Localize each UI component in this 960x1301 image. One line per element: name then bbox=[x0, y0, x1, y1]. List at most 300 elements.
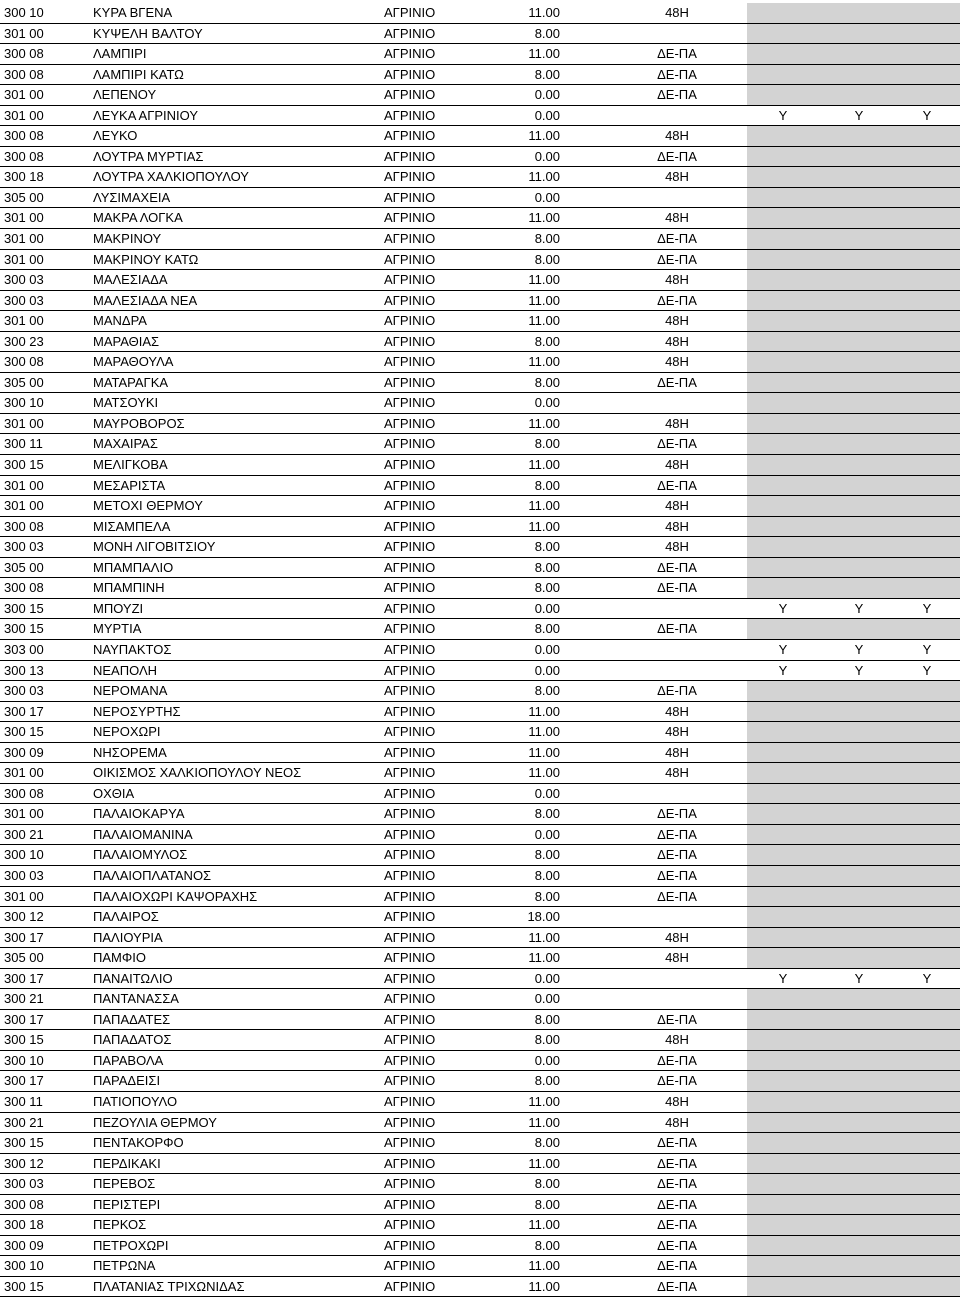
postal-code-cell: 300 03 bbox=[4, 1176, 44, 1192]
table-row bbox=[0, 167, 960, 188]
service-mode-cell: 48Η bbox=[665, 724, 689, 740]
table-row bbox=[0, 578, 960, 599]
shaded-flag-cells bbox=[747, 1154, 960, 1174]
postal-code-cell: 300 21 bbox=[4, 991, 44, 1007]
service-mode-cell: 48Η bbox=[665, 539, 689, 555]
settlement-name-cell: ΠΑΝΑΙΤΩΛΙΟ bbox=[93, 970, 173, 986]
municipality-cell: ΑΓΡΙΝΙΟ bbox=[384, 477, 436, 493]
settlement-name-cell: ΠΑΛΑΙΟΜΑΝΙΝΑ bbox=[93, 826, 193, 842]
settlement-name-cell: ΠΛΑΤΑΝΙΑΣ ΤΡΙΧΩΝΙΔΑΣ bbox=[93, 1278, 245, 1294]
table-row bbox=[0, 270, 960, 291]
service-mode-cell: ΔΕ-ΠΑ bbox=[657, 867, 697, 883]
municipality-cell: ΑΓΡΙΝΙΟ bbox=[384, 765, 436, 781]
shaded-flag-cells bbox=[747, 537, 960, 557]
municipality-cell: ΑΓΡΙΝΙΟ bbox=[384, 498, 436, 514]
postal-code-cell: 300 17 bbox=[4, 1011, 44, 1027]
table-row bbox=[0, 1113, 960, 1134]
municipality-cell: ΑΓΡΙΝΙΟ bbox=[384, 641, 436, 657]
table-row bbox=[0, 1256, 960, 1277]
rate-cell: 11.00 bbox=[528, 1114, 560, 1130]
flag-cell: Υ bbox=[922, 970, 932, 986]
shaded-flag-cells bbox=[747, 722, 960, 742]
municipality-cell: ΑΓΡΙΝΙΟ bbox=[384, 251, 436, 267]
postal-code-cell: 300 03 bbox=[4, 867, 44, 883]
table-row bbox=[0, 558, 960, 579]
service-mode-cell: ΔΕ-ΠΑ bbox=[657, 1073, 697, 1089]
settlement-name-cell: ΠΕΤΡΟΧΩΡΙ bbox=[93, 1237, 169, 1253]
rate-cell: 0.00 bbox=[534, 600, 560, 616]
shaded-flag-cells bbox=[747, 1236, 960, 1256]
service-mode-cell: ΔΕ-ΠΑ bbox=[657, 1196, 697, 1212]
settlement-name-cell: ΠΑΠΑΔΑΤΟΣ bbox=[93, 1032, 172, 1048]
service-mode-cell: ΔΕ-ΠΑ bbox=[657, 46, 697, 62]
settlement-name-cell: ΜΥΡΤΙΑ bbox=[93, 621, 142, 637]
rate-cell: 8.00 bbox=[534, 374, 560, 390]
postal-code-cell: 300 15 bbox=[4, 724, 44, 740]
table-row bbox=[0, 1030, 960, 1051]
settlement-name-cell: ΜΑΡΑΘΙΑΣ bbox=[93, 333, 160, 349]
shaded-flag-cells bbox=[747, 24, 960, 44]
municipality-cell: ΑΓΡΙΝΙΟ bbox=[384, 888, 436, 904]
rate-cell: 8.00 bbox=[534, 231, 560, 247]
flag-cell: Υ bbox=[922, 662, 932, 678]
shaded-flag-cells bbox=[747, 743, 960, 763]
postal-code-cell: 300 10 bbox=[4, 5, 44, 20]
shaded-flag-cells bbox=[747, 763, 960, 783]
municipality-cell: ΑΓΡΙΝΙΟ bbox=[384, 128, 436, 144]
municipality-cell: ΑΓΡΙΝΙΟ bbox=[384, 1011, 436, 1027]
table-row bbox=[0, 1277, 960, 1298]
table-row bbox=[0, 763, 960, 784]
settlement-name-cell: ΠΕΝΤΑΚΟΡΦΟ bbox=[93, 1135, 184, 1151]
rate-cell: 0.00 bbox=[534, 107, 560, 123]
settlement-name-cell: ΛΕΥΚΑ ΑΓΡΙΝΙΟΥ bbox=[93, 107, 199, 123]
table-row bbox=[0, 784, 960, 805]
table-row bbox=[0, 332, 960, 353]
settlement-name-cell: ΜΑΛΕΣΙΑΔΑ ΝΕΑ bbox=[93, 292, 198, 308]
table-row bbox=[0, 393, 960, 414]
service-mode-cell: ΔΕ-ΠΑ bbox=[657, 621, 697, 637]
service-mode-cell: ΔΕ-ΠΑ bbox=[657, 1217, 697, 1233]
shaded-flag-cells bbox=[747, 804, 960, 824]
municipality-cell: ΑΓΡΙΝΙΟ bbox=[384, 374, 436, 390]
municipality-cell: ΑΓΡΙΝΙΟ bbox=[384, 744, 436, 760]
rate-cell: 0.00 bbox=[534, 970, 560, 986]
postal-code-cell: 300 08 bbox=[4, 1196, 44, 1212]
municipality-cell: ΑΓΡΙΝΙΟ bbox=[384, 785, 436, 801]
settlement-name-cell: ΛΑΜΠΙΡΙ bbox=[93, 46, 147, 62]
postal-code-cell: 300 03 bbox=[4, 272, 44, 288]
rate-cell: 11.00 bbox=[528, 765, 560, 781]
settlement-name-cell: ΜΕΤΟΧΙ ΘΕΡΜΟΥ bbox=[93, 498, 203, 514]
settlement-name-cell: ΠΑΝΤΑΝΑΣΣΑ bbox=[93, 991, 179, 1007]
table-row bbox=[0, 702, 960, 723]
table-row bbox=[0, 681, 960, 702]
shaded-flag-cells bbox=[747, 619, 960, 639]
settlement-name-cell: ΜΑΧΑΙΡΑΣ bbox=[93, 436, 158, 452]
table-row bbox=[0, 1092, 960, 1113]
rate-cell: 8.00 bbox=[534, 559, 560, 575]
postal-code-cell: 301 00 bbox=[4, 251, 44, 267]
postal-code-cell: 300 08 bbox=[4, 148, 44, 164]
municipality-cell: ΑΓΡΙΝΙΟ bbox=[384, 436, 436, 452]
service-mode-cell: 48Η bbox=[665, 354, 689, 370]
rate-cell: 11.00 bbox=[528, 703, 560, 719]
postal-code-cell: 300 15 bbox=[4, 600, 44, 616]
postal-code-cell: 301 00 bbox=[4, 313, 44, 329]
municipality-cell: ΑΓΡΙΝΙΟ bbox=[384, 5, 436, 20]
municipality-cell: ΑΓΡΙΝΙΟ bbox=[384, 415, 436, 431]
shaded-flag-cells bbox=[747, 167, 960, 187]
settlement-name-cell: ΝΕΑΠΟΛΗ bbox=[93, 662, 158, 678]
municipality-cell: ΑΓΡΙΝΙΟ bbox=[384, 703, 436, 719]
service-mode-cell: ΔΕ-ΠΑ bbox=[657, 1052, 697, 1068]
table-row bbox=[0, 1051, 960, 1072]
postal-code-cell: 301 00 bbox=[4, 210, 44, 226]
municipality-cell: ΑΓΡΙΝΙΟ bbox=[384, 539, 436, 555]
rate-cell: 8.00 bbox=[534, 1237, 560, 1253]
service-mode-cell: 48Η bbox=[665, 415, 689, 431]
postal-code-cell: 301 00 bbox=[4, 231, 44, 247]
service-mode-cell: ΔΕ-ΠΑ bbox=[657, 477, 697, 493]
table-row bbox=[0, 65, 960, 86]
settlement-name-cell: ΠΑΛΑΙΟΧΩΡΙ ΚΑΨΟΡΑΧΗΣ bbox=[93, 888, 258, 904]
postal-code-cell: 301 00 bbox=[4, 25, 44, 41]
shaded-flag-cells bbox=[747, 1010, 960, 1030]
flag-cell: Υ bbox=[778, 641, 788, 657]
rate-cell: 8.00 bbox=[534, 867, 560, 883]
postal-code-cell: 301 00 bbox=[4, 87, 44, 103]
postal-code-cell: 300 21 bbox=[4, 826, 44, 842]
settlement-name-cell: ΜΑΚΡΑ ΛΟΓΚΑ bbox=[93, 210, 183, 226]
settlement-name-cell: ΛΥΣΙΜΑΧΕΙΑ bbox=[93, 189, 171, 205]
table-row bbox=[0, 1071, 960, 1092]
postal-code-cell: 300 17 bbox=[4, 703, 44, 719]
rate-cell: 11.00 bbox=[528, 744, 560, 760]
municipality-cell: ΑΓΡΙΝΙΟ bbox=[384, 518, 436, 534]
service-mode-cell: 48Η bbox=[665, 744, 689, 760]
municipality-cell: ΑΓΡΙΝΙΟ bbox=[384, 950, 436, 966]
table-row bbox=[0, 1215, 960, 1236]
table-row bbox=[0, 722, 960, 743]
shaded-flag-cells bbox=[747, 311, 960, 331]
shaded-flag-cells bbox=[747, 517, 960, 537]
municipality-cell: ΑΓΡΙΝΙΟ bbox=[384, 1237, 436, 1253]
rate-cell: 0.00 bbox=[534, 1052, 560, 1068]
postal-code-cell: 300 08 bbox=[4, 128, 44, 144]
service-mode-cell: 48Η bbox=[665, 498, 689, 514]
table-row bbox=[0, 434, 960, 455]
shaded-flag-cells bbox=[747, 455, 960, 475]
settlement-name-cell: ΚΥΨΕΛΗ ΒΑΛΤΟΥ bbox=[93, 25, 203, 41]
municipality-cell: ΑΓΡΙΝΙΟ bbox=[384, 231, 436, 247]
municipality-cell: ΑΓΡΙΝΙΟ bbox=[384, 395, 436, 411]
settlement-name-cell: ΛΟΥΤΡΑ ΜΥΡΤΙΑΣ bbox=[93, 148, 204, 164]
municipality-cell: ΑΓΡΙΝΙΟ bbox=[384, 272, 436, 288]
postal-code-cell: 300 03 bbox=[4, 292, 44, 308]
municipality-cell: ΑΓΡΙΝΙΟ bbox=[384, 1073, 436, 1089]
rate-cell: 0.00 bbox=[534, 785, 560, 801]
postal-code-cell: 301 00 bbox=[4, 888, 44, 904]
settlement-name-cell: ΠΕΖΟΥΛΙΑ ΘΕΡΜΟΥ bbox=[93, 1114, 217, 1130]
shaded-flag-cells bbox=[747, 1092, 960, 1112]
municipality-cell: ΑΓΡΙΝΙΟ bbox=[384, 210, 436, 226]
service-mode-cell: 48Η bbox=[665, 1114, 689, 1130]
rate-cell: 8.00 bbox=[534, 806, 560, 822]
shaded-flag-cells bbox=[747, 825, 960, 845]
table-row bbox=[0, 948, 960, 969]
rate-cell: 11.00 bbox=[528, 292, 560, 308]
shaded-flag-cells bbox=[747, 1277, 960, 1297]
rate-cell: 0.00 bbox=[534, 189, 560, 205]
service-mode-cell: 48Η bbox=[665, 313, 689, 329]
service-mode-cell: ΔΕ-ΠΑ bbox=[657, 1011, 697, 1027]
settlement-name-cell: ΛΟΥΤΡΑ ΧΑΛΚΙΟΠΟΥΛΟΥ bbox=[93, 169, 249, 185]
service-mode-cell: 48Η bbox=[665, 457, 689, 473]
rate-cell: 11.00 bbox=[528, 457, 560, 473]
service-mode-cell: ΔΕ-ΠΑ bbox=[657, 580, 697, 596]
rate-cell: 11.00 bbox=[528, 950, 560, 966]
table-row bbox=[0, 311, 960, 332]
settlement-name-cell: ΟΧΘΙΑ bbox=[93, 785, 135, 801]
shaded-flag-cells bbox=[747, 393, 960, 413]
postal-code-cell: 300 08 bbox=[4, 354, 44, 370]
service-mode-cell: 48Η bbox=[665, 929, 689, 945]
rate-cell: 11.00 bbox=[528, 1093, 560, 1109]
municipality-cell: ΑΓΡΙΝΙΟ bbox=[384, 929, 436, 945]
shaded-flag-cells bbox=[747, 866, 960, 886]
flag-cell: Υ bbox=[922, 641, 932, 657]
shaded-flag-cells bbox=[747, 85, 960, 105]
table-row bbox=[0, 537, 960, 558]
service-mode-cell: ΔΕ-ΠΑ bbox=[657, 806, 697, 822]
shaded-flag-cells bbox=[747, 907, 960, 927]
settlement-name-cell: ΠΑΤΙΟΠΟΥΛΟ bbox=[93, 1093, 178, 1109]
service-mode-cell: ΔΕ-ΠΑ bbox=[657, 87, 697, 103]
settlement-name-cell: ΜΟΝΗ ΛΙΓΟΒΙΤΣΙΟΥ bbox=[93, 539, 216, 555]
postal-code-cell: 300 23 bbox=[4, 333, 44, 349]
shaded-flag-cells bbox=[747, 1113, 960, 1133]
shaded-flag-cells bbox=[747, 126, 960, 146]
rate-cell: 0.00 bbox=[534, 148, 560, 164]
postal-code-cell: 300 17 bbox=[4, 970, 44, 986]
table-row bbox=[0, 208, 960, 229]
postal-code-cell: 301 00 bbox=[4, 415, 44, 431]
rate-cell: 11.00 bbox=[528, 354, 560, 370]
shaded-flag-cells bbox=[747, 1174, 960, 1194]
shaded-flag-cells bbox=[747, 188, 960, 208]
rate-cell: 11.00 bbox=[528, 1155, 560, 1171]
service-mode-cell: ΔΕ-ΠΑ bbox=[657, 1237, 697, 1253]
postal-code-cell: 300 08 bbox=[4, 580, 44, 596]
table-row bbox=[0, 1174, 960, 1195]
table-row bbox=[0, 44, 960, 65]
rate-cell: 18.00 bbox=[527, 909, 560, 925]
shaded-flag-cells bbox=[747, 948, 960, 968]
rate-cell: 11.00 bbox=[528, 5, 560, 20]
rate-cell: 8.00 bbox=[534, 1011, 560, 1027]
table-row bbox=[0, 24, 960, 45]
service-mode-cell: ΔΕ-ΠΑ bbox=[657, 1176, 697, 1192]
settlement-name-cell: ΜΑΤΑΡΑΓΚΑ bbox=[93, 374, 169, 390]
postal-code-cell: 300 08 bbox=[4, 66, 44, 82]
service-mode-cell: ΔΕ-ΠΑ bbox=[657, 1278, 697, 1294]
table-row bbox=[0, 517, 960, 538]
municipality-cell: ΑΓΡΙΝΙΟ bbox=[384, 1278, 436, 1294]
shaded-flag-cells bbox=[747, 1030, 960, 1050]
shaded-flag-cells bbox=[747, 496, 960, 516]
rate-cell: 11.00 bbox=[528, 1258, 560, 1274]
service-mode-cell: ΔΕ-ΠΑ bbox=[657, 559, 697, 575]
rate-cell: 0.00 bbox=[534, 641, 560, 657]
table-row bbox=[0, 845, 960, 866]
service-mode-cell: ΔΕ-ΠΑ bbox=[657, 1155, 697, 1171]
table-row bbox=[0, 969, 960, 990]
table-row bbox=[0, 3, 960, 24]
shaded-flag-cells bbox=[747, 352, 960, 372]
table-row bbox=[0, 229, 960, 250]
municipality-cell: ΑΓΡΙΝΙΟ bbox=[384, 970, 436, 986]
rate-cell: 8.00 bbox=[534, 1196, 560, 1212]
municipality-cell: ΑΓΡΙΝΙΟ bbox=[384, 1093, 436, 1109]
settlement-name-cell: ΠΕΡΚΟΣ bbox=[93, 1217, 147, 1233]
settlement-name-cell: ΠΑΛΙΟΥΡΙΑ bbox=[93, 929, 163, 945]
service-mode-cell: 48Η bbox=[665, 210, 689, 226]
table-row bbox=[0, 373, 960, 394]
postal-code-cell: 300 11 bbox=[4, 1093, 43, 1109]
table-row bbox=[0, 1154, 960, 1175]
service-mode-cell: ΔΕ-ΠΑ bbox=[657, 826, 697, 842]
postal-code-cell: 300 18 bbox=[4, 169, 44, 185]
rate-cell: 11.00 bbox=[528, 415, 560, 431]
shaded-flag-cells bbox=[747, 250, 960, 270]
rate-cell: 8.00 bbox=[534, 333, 560, 349]
flag-cell: Υ bbox=[854, 641, 864, 657]
service-mode-cell: 48Η bbox=[665, 518, 689, 534]
rate-cell: 11.00 bbox=[528, 46, 560, 62]
settlement-name-cell: ΝΕΡΟΧΩΡΙ bbox=[93, 724, 161, 740]
service-mode-cell: 48Η bbox=[665, 703, 689, 719]
settlement-name-cell: ΜΑΚΡΙΝΟΥ ΚΑΤΩ bbox=[93, 251, 199, 267]
municipality-cell: ΑΓΡΙΝΙΟ bbox=[384, 1217, 436, 1233]
municipality-cell: ΑΓΡΙΝΙΟ bbox=[384, 354, 436, 370]
shaded-flag-cells bbox=[747, 558, 960, 578]
postal-code-cell: 300 12 bbox=[4, 909, 44, 925]
table-row bbox=[0, 907, 960, 928]
flag-cell: Υ bbox=[778, 970, 788, 986]
postal-code-cell: 300 10 bbox=[4, 1052, 44, 1068]
flag-cell: Υ bbox=[778, 107, 788, 123]
postal-code-cell: 300 15 bbox=[4, 457, 44, 473]
service-mode-cell: 48Η bbox=[665, 5, 689, 20]
table-row bbox=[0, 85, 960, 106]
rate-cell: 8.00 bbox=[534, 888, 560, 904]
rate-cell: 11.00 bbox=[528, 1217, 560, 1233]
settlement-name-cell: ΠΑΡΑΒΟΛΑ bbox=[93, 1052, 164, 1068]
flag-cell: Υ bbox=[922, 600, 932, 616]
shaded-flag-cells bbox=[747, 147, 960, 167]
municipality-cell: ΑΓΡΙΝΙΟ bbox=[384, 826, 436, 842]
shaded-flag-cells bbox=[747, 1133, 960, 1153]
service-mode-cell: ΔΕ-ΠΑ bbox=[657, 66, 697, 82]
municipality-cell: ΑΓΡΙΝΙΟ bbox=[384, 1196, 436, 1212]
shaded-flag-cells bbox=[747, 65, 960, 85]
municipality-cell: ΑΓΡΙΝΙΟ bbox=[384, 66, 436, 82]
municipality-cell: ΑΓΡΙΝΙΟ bbox=[384, 292, 436, 308]
rate-cell: 11.00 bbox=[528, 498, 560, 514]
table-row bbox=[0, 866, 960, 887]
rate-cell: 8.00 bbox=[534, 1135, 560, 1151]
flag-cell: Υ bbox=[778, 662, 788, 678]
postal-code-cell: 300 13 bbox=[4, 662, 44, 678]
settlement-name-cell: ΜΠΑΜΠΑΛΙΟ bbox=[93, 559, 174, 575]
shaded-flag-cells bbox=[747, 1256, 960, 1276]
shaded-flag-cells bbox=[747, 373, 960, 393]
settlement-name-cell: ΠΑΛΑΙΟΠΛΑΤΑΝΟΣ bbox=[93, 867, 212, 883]
postal-code-cell: 300 10 bbox=[4, 847, 44, 863]
municipality-cell: ΑΓΡΙΝΙΟ bbox=[384, 457, 436, 473]
rate-cell: 0.00 bbox=[534, 395, 560, 411]
postal-code-cell: 305 00 bbox=[4, 374, 44, 390]
service-mode-cell: ΔΕ-ΠΑ bbox=[657, 847, 697, 863]
postal-code-cell: 300 12 bbox=[4, 1155, 44, 1171]
settlement-name-cell: ΠΑΛΑΙΡΟΣ bbox=[93, 909, 159, 925]
municipality-cell: ΑΓΡΙΝΙΟ bbox=[384, 189, 436, 205]
postal-code-cell: 300 10 bbox=[4, 1258, 44, 1274]
settlement-name-cell: ΟΙΚΙΣΜΟΣ ΧΑΛΚΙΟΠΟΥΛΟΥ ΝΕΟΣ bbox=[93, 765, 302, 781]
shaded-flag-cells bbox=[747, 681, 960, 701]
postal-code-cell: 300 08 bbox=[4, 785, 44, 801]
shaded-flag-cells bbox=[747, 578, 960, 598]
rate-cell: 11.00 bbox=[528, 313, 560, 329]
service-mode-cell: ΔΕ-ΠΑ bbox=[657, 292, 697, 308]
rate-cell: 8.00 bbox=[534, 847, 560, 863]
postal-code-cell: 300 15 bbox=[4, 1278, 44, 1294]
municipality-cell: ΑΓΡΙΝΙΟ bbox=[384, 1258, 436, 1274]
settlement-name-cell: ΜΕΛΙΓΚΟΒΑ bbox=[93, 457, 168, 473]
postal-code-cell: 300 08 bbox=[4, 518, 44, 534]
rate-cell: 0.00 bbox=[534, 662, 560, 678]
shaded-flag-cells bbox=[747, 845, 960, 865]
postal-code-cell: 301 00 bbox=[4, 806, 44, 822]
service-mode-cell: ΔΕ-ΠΑ bbox=[657, 1258, 697, 1274]
settlement-name-cell: ΜΠΑΜΠΙΝΗ bbox=[93, 580, 165, 596]
shaded-flag-cells bbox=[747, 208, 960, 228]
table-row bbox=[0, 291, 960, 312]
table-row bbox=[0, 887, 960, 908]
settlement-name-cell: ΝΕΡΟΜΑΝΑ bbox=[93, 683, 168, 699]
settlement-name-cell: ΛΕΥΚΟ bbox=[93, 128, 138, 144]
service-mode-cell: ΔΕ-ΠΑ bbox=[657, 374, 697, 390]
municipality-cell: ΑΓΡΙΝΙΟ bbox=[384, 909, 436, 925]
service-mode-cell: 48Η bbox=[665, 272, 689, 288]
postal-code-cell: 300 03 bbox=[4, 539, 44, 555]
table-row bbox=[0, 250, 960, 271]
table-row bbox=[0, 496, 960, 517]
rate-cell: 8.00 bbox=[534, 539, 560, 555]
rate-cell: 11.00 bbox=[528, 1278, 560, 1294]
postal-code-cell: 300 17 bbox=[4, 1073, 44, 1089]
municipality-cell: ΑΓΡΙΝΙΟ bbox=[384, 683, 436, 699]
table-row bbox=[0, 455, 960, 476]
rate-cell: 8.00 bbox=[534, 683, 560, 699]
municipality-cell: ΑΓΡΙΝΙΟ bbox=[384, 313, 436, 329]
table-row bbox=[0, 188, 960, 209]
postal-code-cell: 300 11 bbox=[4, 436, 43, 452]
settlement-name-cell: ΛΕΠΕΝΟΥ bbox=[93, 87, 157, 103]
rate-cell: 8.00 bbox=[534, 1073, 560, 1089]
shaded-flag-cells bbox=[747, 1071, 960, 1091]
